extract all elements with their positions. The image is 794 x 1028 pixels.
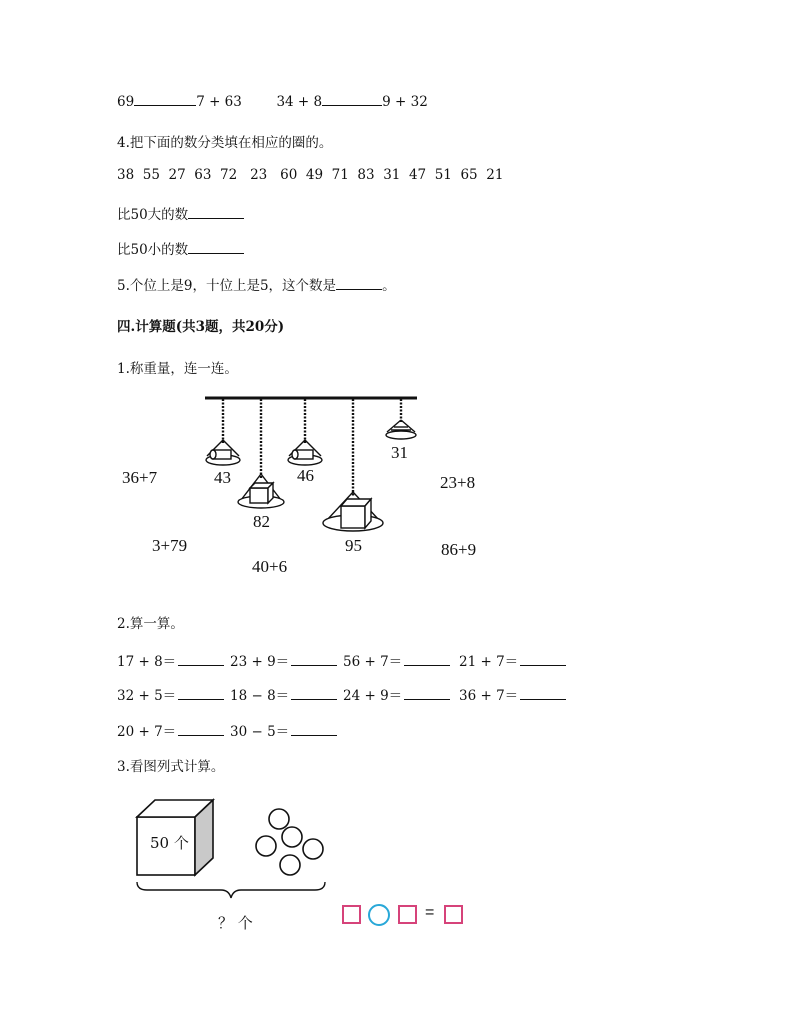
calc-expression: 17 + 8＝ [117, 654, 177, 670]
q5-blank[interactable] [336, 288, 382, 290]
calc-item-7 [343, 684, 450, 704]
section4-title: 四.计算题(共3题，共20分) [117, 319, 285, 335]
q4-less-label: 比50小的数 [117, 242, 189, 258]
calc-expression: 24 + 9＝ [343, 688, 403, 704]
weight-label-4: 95 [345, 536, 362, 555]
calc-expression: 56 + 7＝ [343, 654, 403, 670]
calc-answer-blank[interactable] [291, 734, 337, 736]
q5-row [117, 274, 396, 294]
calc-item-8 [459, 684, 566, 704]
q5-end: 。 [382, 278, 396, 294]
answer-square-1[interactable] [342, 905, 361, 924]
s4q2-title: 2.算一算。 [117, 616, 184, 632]
calc-item-9 [117, 720, 224, 740]
q5-text: 5.个位上是9，十位上是5，这个数是 [117, 278, 337, 294]
calc-item-6 [230, 684, 337, 704]
s4q3-title: 3.看图列式计算。 [117, 759, 225, 775]
expression-3[interactable]: 40+6 [252, 557, 288, 576]
calc-answer-blank[interactable] [178, 698, 224, 700]
calc-answer-blank[interactable] [178, 734, 224, 736]
compare-row [117, 94, 428, 110]
weight-label-2: 82 [253, 512, 270, 531]
weight-label-1: 43 [214, 468, 231, 487]
calc-answer-blank[interactable] [178, 664, 224, 666]
circles-icon [256, 809, 323, 875]
expression-2[interactable]: 3+79 [152, 536, 188, 555]
hanging-weights-figure [195, 388, 435, 538]
compare-a-right: 7 + 63 [196, 94, 242, 110]
pan-4 [323, 492, 383, 531]
expression-1[interactable]: 36+7 [122, 468, 158, 487]
answer-square-2[interactable] [398, 905, 417, 924]
calc-expression: 36 + 7＝ [459, 688, 519, 704]
s4q1-title: 1.称重量，连一连。 [117, 361, 238, 377]
calc-item-10 [230, 720, 337, 740]
compare-a-blank[interactable] [134, 104, 196, 106]
calc-answer-blank[interactable] [404, 698, 450, 700]
compare-a-left: 69 [117, 94, 135, 110]
pan-3 [288, 440, 322, 465]
q4-greater-blank[interactable] [188, 217, 244, 219]
question-label: ？ 个 [218, 914, 253, 932]
calc-expression: 23 + 9＝ [230, 654, 290, 670]
compare-b-blank[interactable] [322, 104, 382, 106]
pan-5 [386, 420, 416, 439]
calc-expression: 20 + 7＝ [117, 724, 177, 740]
calc-answer-blank[interactable] [520, 698, 566, 700]
calc-item-5 [117, 684, 224, 704]
pan-2 [238, 474, 284, 508]
q4-title: 4.把下面的数分类填在相应的圈的。 [117, 135, 333, 151]
calc-answer-blank[interactable] [404, 664, 450, 666]
calc-item-2 [230, 650, 337, 670]
calc-expression: 18 − 8＝ [230, 688, 290, 704]
brace-icon [137, 882, 325, 898]
calc-answer-blank[interactable] [291, 698, 337, 700]
compare-b-right: 9 + 32 [382, 94, 428, 110]
box-label: 50 个 [150, 834, 189, 852]
calc-expression: 30 − 5＝ [230, 724, 290, 740]
weight-label-5: 31 [391, 443, 408, 462]
answer-operator-circle[interactable] [368, 904, 390, 926]
weight-label-3: 46 [297, 466, 314, 485]
calc-answer-blank[interactable] [520, 664, 566, 666]
expression-5[interactable]: 86+9 [441, 540, 477, 559]
equals-sign: = [425, 904, 435, 921]
calc-item-4 [459, 650, 566, 670]
calc-expression: 32 + 5＝ [117, 688, 177, 704]
q4-numbers: 38 55 27 63 72 23 60 49 71 83 31 47 51 65 21 [117, 167, 504, 183]
calc-expression: 21 + 7＝ [459, 654, 519, 670]
pan-1 [206, 440, 240, 465]
q4-greater-row [117, 203, 244, 223]
q4-less-row [117, 238, 244, 258]
answer-square-result[interactable] [444, 905, 463, 924]
calc-item-3 [343, 650, 450, 670]
calc-item-1 [117, 650, 224, 670]
q4-less-blank[interactable] [188, 252, 244, 254]
q4-greater-label: 比50大的数 [117, 207, 189, 223]
compare-b-left: 34 + 8 [276, 94, 323, 110]
calc-answer-blank[interactable] [291, 664, 337, 666]
expression-4[interactable]: 23+8 [440, 473, 476, 492]
